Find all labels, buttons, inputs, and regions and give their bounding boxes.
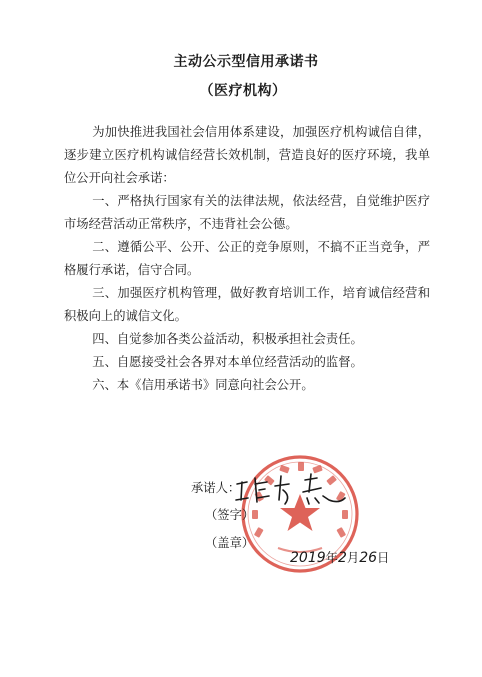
date-month-suffix: 月 <box>346 551 360 565</box>
date-day: 26 <box>359 550 378 566</box>
signing-date <box>290 548 389 566</box>
commitment-item-1: 一、严格执行国家有关的法律法规，依法经营，自觉维护医疗市场经营活动正常秩序，不违背社会公德。 <box>64 194 430 231</box>
commitment-item-4: 四、自觉参加各类公益活动，积极承担社会责任。 <box>92 332 363 346</box>
document-title: 主动公示型信用承诺书 <box>173 54 319 70</box>
document-subtitle: （医疗机构） <box>199 83 287 99</box>
commitment-item-6: 六、本《信用承诺书》同意向社会公开。 <box>92 378 314 392</box>
commitment-item-3: 三、加强医疗机构管理，做好教育培训工作，培育诚信经营和积极向上的诚信文化。 <box>64 286 430 323</box>
date-year-suffix: 年 <box>325 551 338 565</box>
commitment-body <box>64 121 430 397</box>
promisor-label: 承诺人： <box>191 481 241 495</box>
handwritten-signature-icon <box>233 470 351 510</box>
date-year: 2019 <box>290 550 326 566</box>
commitment-item-2: 二、遵循公平、公开、公正的竞争原则，不搞不正当竞争，严格履行承诺，信守合同。 <box>64 240 430 277</box>
commitment-item-5: 五、自愿接受社会各界对本单位经营活动的监督。 <box>92 355 363 369</box>
seal-label: （盖章） <box>205 536 255 550</box>
date-month: 2 <box>337 550 347 566</box>
intro-paragraph: 为加快推进我国社会信用体系建设，加强医疗机构诚信自律，逐步建立医疗机构诚信经营长效机制，营造良好的医疗环境，我单位公开向社会承诺： <box>64 125 430 185</box>
date-day-suffix: 日 <box>377 551 390 565</box>
signature-label: （签字） <box>205 508 255 522</box>
